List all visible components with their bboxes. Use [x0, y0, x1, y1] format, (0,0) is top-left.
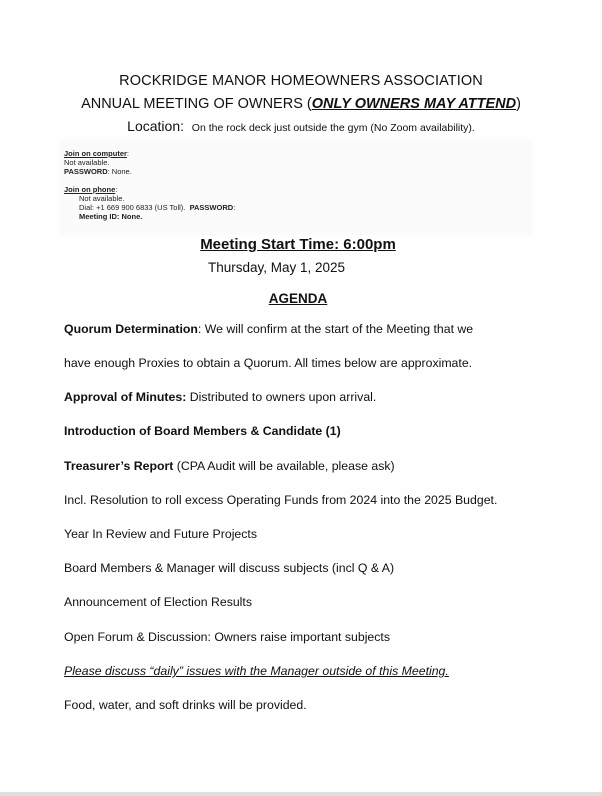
agenda-item-treasurer: Treasurer’s Report (CPA Audit will be available, please ask) — [64, 459, 395, 473]
agenda-item-quorum-cont: have enough Proxies to obtain a Quorum. All times below are approximate. — [64, 356, 473, 370]
location-detail: On the rock deck just outside the gym (No Zoom availability). — [191, 122, 475, 134]
meeting-id: Meeting ID: None. — [79, 212, 143, 221]
agenda-heading: AGENDA — [268, 291, 328, 306]
agenda-item-open-forum: Open Forum & Discussion: Owners raise important subjects — [64, 630, 390, 644]
agenda-item-quorum: Quorum Determination: We will confirm at the start of the Meeting that we — [64, 322, 474, 336]
computer-password: PASSWORD: None. — [64, 167, 132, 176]
meeting-join-info — [60, 139, 532, 235]
agenda-item-board-discussion: Board Members & Manager will discuss subjects (incl Q & A) — [64, 561, 395, 575]
meeting-title-suffix: ) — [516, 96, 521, 112]
owners-only-notice: ONLY OWNERS MAY ATTEND — [311, 96, 517, 112]
org-title: ROCKRIDGE MANOR HOMEOWNERS ASSOCIATION — [119, 73, 483, 89]
location-line — [0, 118, 602, 134]
location-label: Location: — [127, 118, 184, 134]
agenda-item-resolution: Incl. Resolution to roll excess Operating Funds from 2024 into the 2025 Budget. — [64, 493, 498, 507]
meeting-date: Thursday, May 1, 2025 — [208, 260, 346, 275]
page-bottom-edge — [0, 792, 602, 796]
computer-join-heading: Join on computer: — [64, 149, 130, 158]
agenda-item-minutes: Approval of Minutes: Distributed to owners upon arrival. — [64, 390, 377, 404]
meeting-title-prefix: ANNUAL MEETING OF OWNERS ( — [81, 96, 312, 112]
daily-issues-note: Please discuss “daily” issues with the Manager outside of this Meeting. — [64, 664, 449, 678]
phone-join-status: Not available. — [79, 194, 125, 203]
agenda-item-election: Announcement of Election Results — [64, 595, 252, 609]
phone-dial-line: Dial: +1 669 900 6833 (US Toll). PASSWORD: — [79, 203, 236, 212]
computer-join-status: Not available. — [64, 158, 110, 167]
phone-join-heading: Join on phone: — [64, 185, 118, 194]
agenda-item-year-review: Year In Review and Future Projects — [64, 527, 257, 541]
meeting-start-time: Meeting Start Time: 6:00pm — [200, 236, 396, 253]
agenda-item-introduction: Introduction of Board Members & Candidate (1) — [64, 424, 341, 438]
meeting-title — [0, 96, 602, 112]
refreshments-note: Food, water, and soft drinks will be provided. — [64, 698, 307, 712]
